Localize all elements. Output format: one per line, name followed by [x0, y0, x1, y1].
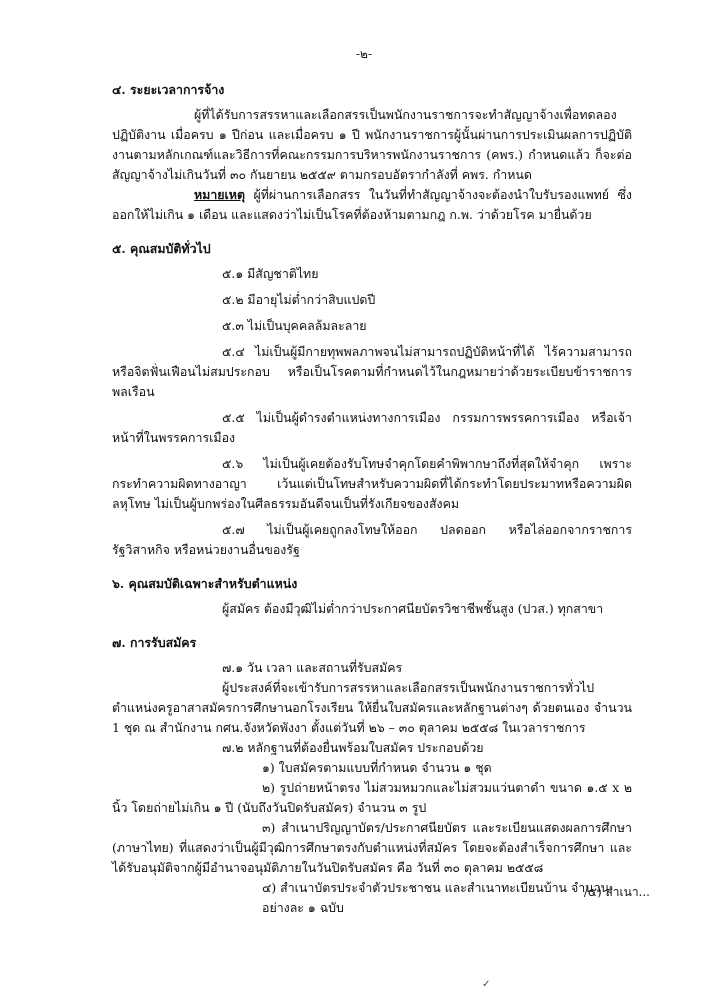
section-heading: ๗. การรับสมัคร [112, 635, 197, 650]
section-employment-period [112, 80, 632, 225]
continuation-marker: /๕) สำเนา... [583, 885, 650, 899]
note-paragraph [112, 185, 632, 225]
document-item: ๑) ใบสมัครตามแบบที่กำหนด จำนวน ๑ ชุด [262, 760, 492, 775]
paragraph: ผู้สมัคร ต้องมีวุฒิไม่ต่ำกว่าประกาศนียบัตรวิชาชีพชั้นสูง (ปวส.) ทุกสาขา [222, 601, 604, 616]
subsection-title: ๗.๒ หลักฐานที่ต้องยื่นพร้อมใบสมัคร ประกอบด้วย [222, 740, 484, 755]
section-specific-qualifications [112, 574, 632, 619]
page-number: -๒- [355, 47, 373, 61]
list-item: ๕.๕ ไม่เป็นผู้ดำรงตำแหน่งทางการเมือง กรรมการพรรคการเมือง หรือเจ้าหน้าที่ในพรรคการเมือง [112, 410, 632, 445]
document-item: ๓) สำเนาปริญญาบัตร/ประกาศนียบัตร และระเบียนแสดงผลการศึกษา (ภาษาไทย) ที่แสดงว่าเป็นผู้มีวุฒิการศึกษาตรงกับตำแหน่งที่สมัคร โดยจะต้องสำเร็จการศึกษา และได้รับอนุมัติจากผู้มีอำนาจอนุมัติภายในวันปิดรับสมัคร คือ วันที่ ๓๐ ตุลาคม ๒๕๕๘ [112, 820, 632, 875]
section-general-qualifications [112, 239, 632, 560]
paragraph: ผู้ที่ได้รับการสรรหาและเลือกสรรเป็นพนักงานราชการจะทำสัญญาจ้างเพื่อทดลองปฏิบัติงาน เมื่อครบ ๑ ปีก่อน และเมื่อครบ ๑ ปี พนักงานราชการผู้นั้นผ่านการประเมินผลการปฏิบัติงานตามหลักเกณฑ์และวิธีการที่คณะกรรมการบริหารพนักงานราชการ (คพร.) กำหนดแล้ว ก็จะต่อสัญญาจ้างไม่เกินวันที่ ๓๐ กันยายน ๒๕๕๙ ตามกรอบอัตรากำลังที่ คพร. กำหนด [112, 107, 632, 182]
document-body [112, 80, 632, 918]
list-item: ๕.๓ ไม่เป็นบุคคลล้มละลาย [222, 318, 367, 333]
scan-mark: ✓ [482, 979, 491, 990]
list-item: ๕.๒ มีอายุไม่ต่ำกว่าสิบแปดปี [222, 292, 376, 307]
section-heading: ๔. ระยะเวลาการจ้าง [112, 82, 225, 97]
section-heading: ๕. คุณสมบัติทั่วไป [112, 241, 211, 256]
list-item: ๕.๔ ไม่เป็นผู้มีกายทุพพลภาพจนไม่สามารถปฏิบัติหน้าที่ได้ ไร้ความสามารถหรือจิตฟั่นเฟือนไม่สมประกอบ หรือเป็นโรคตามที่กำหนดไว้ในกฎหมายว่าด้วยระเบียบข้าราชการพลเรือน [112, 344, 632, 399]
section-heading: ๖. คุณสมบัติเฉพาะสำหรับตำแหน่ง [112, 576, 298, 591]
document-item: ๒) รูปถ่ายหน้าตรง ไม่สวมหมวกและไม่สวมแว่นตาดำ ขนาด ๑.๕ x ๒ นิ้ว โดยถ่ายไม่เกิน ๑ ปี (นับถึงวันปิดรับสมัคร) จำนวน ๓ รูป [112, 780, 632, 815]
subsection-title: ๗.๑ วัน เวลา และสถานที่รับสมัคร [222, 660, 403, 675]
document-item: ๔) สำเนาบัตรประจำตัวประชาชน และสำเนาทะเบียนบ้าน จำนวนอย่างละ ๑ ฉบับ [262, 880, 610, 915]
list-item: ๕.๖ ไม่เป็นผู้เคยต้องรับโทษจำคุกโดยคำพิพากษาถึงที่สุดให้จำคุก เพราะกระทำความผิดทางอาญา เว้นแต่เป็นโทษสำหรับความผิดที่ได้กระทำโดยประมาทหรือความผิดลหุโทษ ไม่เป็นผู้บกพร่องในศีลธรรมอันดีจนเป็นที่รังเกียจของสังคม [112, 456, 632, 511]
section-application [112, 633, 632, 918]
list-item: ๕.๑ มีสัญชาติไทย [222, 266, 319, 281]
list-item: ๕.๗ ไม่เป็นผู้เคยถูกลงโทษให้ออก ปลดออก หรือไล่ออกจากราชการ รัฐวิสาหกิจ หรือหน่วยงานอื่นของรัฐ [112, 522, 632, 557]
note-text: ผู้ที่ผ่านการเลือกสรร ในวันที่ทำสัญญาจ้างจะต้องนำใบรับรองแพทย์ ซึ่งออกให้ไม่เกิน ๑ เดือน และแสดงว่าไม่เป็นโรคที่ต้องห้ามตามกฎ ก.พ. ว่าด้วยโรค มายื่นด้วย [112, 187, 632, 222]
note-label: หมายเหตุ [194, 187, 246, 202]
paragraph: ผู้ประสงค์ที่จะเข้ารับการสรรหาและเลือกสรรเป็นพนักงานราชการทั่วไป ตำแหน่งครูอาสาสมัครการศึกษานอกโรงเรียน ให้ยื่นใบสมัครและหลักฐานต่างๆ ด้วยตนเอง จำนวน 1 ชุด ณ สำนักงาน กศน.จังหวัดพังงา ตั้งแต่วันที่ ๒๖ – ๓๐ ตุลาคม ๒๕๕๘ ในเวลาราชการ [112, 680, 632, 735]
